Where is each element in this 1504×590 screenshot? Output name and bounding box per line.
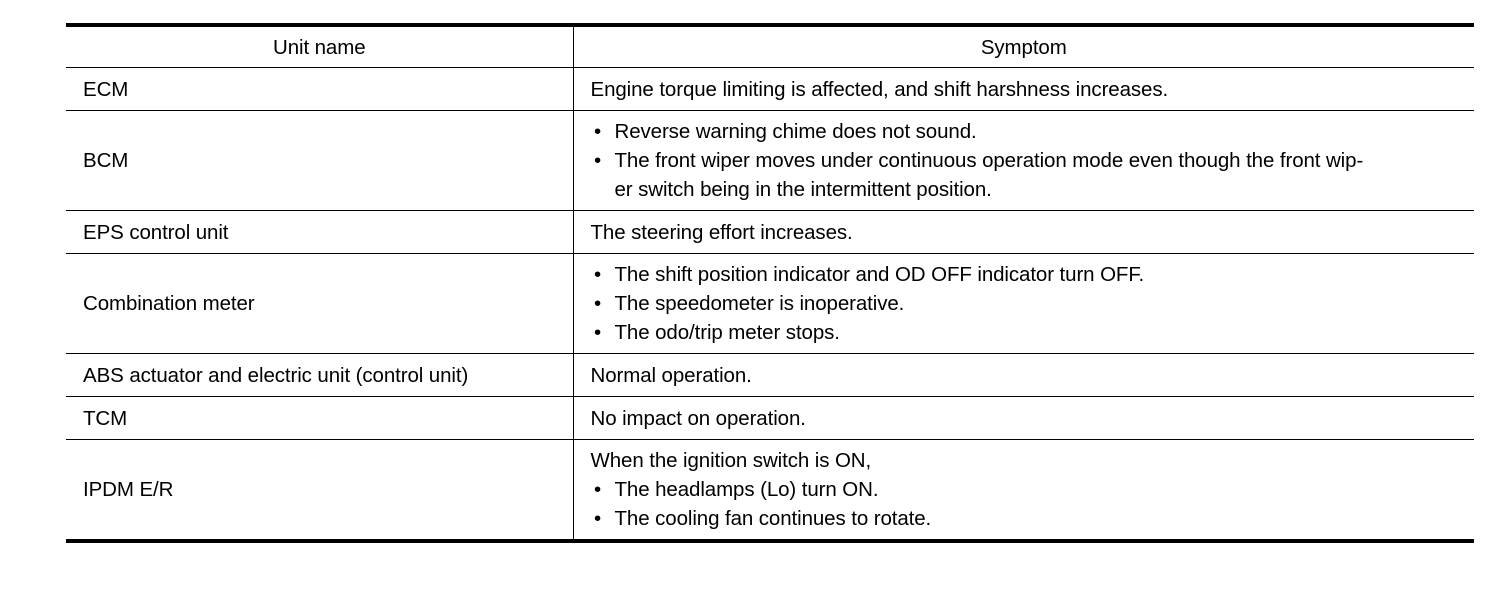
- table-row: [66, 440, 1474, 542]
- unit-name-cell: TCM: [66, 397, 573, 440]
- unit-name-cell: EPS control unit: [66, 211, 573, 254]
- symptom-cell: The steering effort increases.: [573, 211, 1474, 254]
- symptom-cell: [573, 440, 1474, 542]
- symptom-bullet-text: Reverse warning chime does not sound.: [614, 120, 977, 143]
- bullet-icon: •: [593, 507, 602, 530]
- symptom-bullet: [591, 117, 1469, 146]
- symptom-bullet-text: The shift position indicator and OD OFF indicator turn OFF.: [614, 263, 1145, 286]
- symptom-bullet: [591, 475, 1469, 504]
- bullet-icon: •: [593, 292, 602, 315]
- symptom-table: [66, 23, 1474, 543]
- symptom-bullet: [591, 146, 1469, 204]
- symptom-cell: No impact on operation.: [573, 397, 1474, 440]
- symptom-bullet: [591, 504, 1469, 533]
- symptom-bullet-text: The front wiper moves under continuous operation mode even though the front wip-: [614, 149, 1364, 172]
- symptom-bullet-text-continued: er switch being in the intermittent position.: [614, 178, 992, 201]
- symptom-cell: [573, 111, 1474, 211]
- bullet-icon: •: [593, 321, 602, 344]
- symptom-intro-text: When the ignition switch is ON,: [590, 449, 872, 472]
- unit-name-cell: ABS actuator and electric unit (control unit): [66, 354, 573, 397]
- symptom-bullet-text: The cooling fan continues to rotate.: [614, 507, 932, 530]
- symptom-bullet-text: The odo/trip meter stops.: [614, 321, 840, 344]
- table-row: [66, 254, 1474, 354]
- bullet-icon: •: [593, 149, 602, 172]
- table-row: [66, 354, 1474, 397]
- table-row: [66, 211, 1474, 254]
- bullet-icon: •: [593, 478, 602, 501]
- symptom-bullet-text: The speedometer is inoperative.: [614, 292, 905, 315]
- unit-name-cell: BCM: [66, 111, 573, 211]
- bullet-icon: •: [593, 263, 602, 286]
- table-row: [66, 111, 1474, 211]
- symptom-bullet: [591, 289, 1469, 318]
- bullet-icon: •: [593, 120, 602, 143]
- unit-name-cell: ECM: [66, 68, 573, 111]
- symptom-bullet-list: [591, 475, 1469, 533]
- table-row: [66, 397, 1474, 440]
- column-header-unit-name: Unit name: [66, 25, 573, 68]
- unit-name-cell: IPDM E/R: [66, 440, 573, 542]
- column-header-symptom: Symptom: [573, 25, 1474, 68]
- symptom-cell: [573, 254, 1474, 354]
- symptom-bullet: [591, 260, 1469, 289]
- symptom-cell: Normal operation.: [573, 354, 1474, 397]
- table-row: [66, 68, 1474, 111]
- symptom-bullet: [591, 318, 1469, 347]
- symptom-bullet-list: [591, 260, 1469, 347]
- symptom-bullet-text: The headlamps (Lo) turn ON.: [614, 478, 879, 501]
- unit-name-cell: Combination meter: [66, 254, 573, 354]
- symptom-bullet-list: [591, 117, 1469, 204]
- symptom-cell: Engine torque limiting is affected, and shift harshness increases.: [573, 68, 1474, 111]
- table-header-row: [66, 25, 1474, 68]
